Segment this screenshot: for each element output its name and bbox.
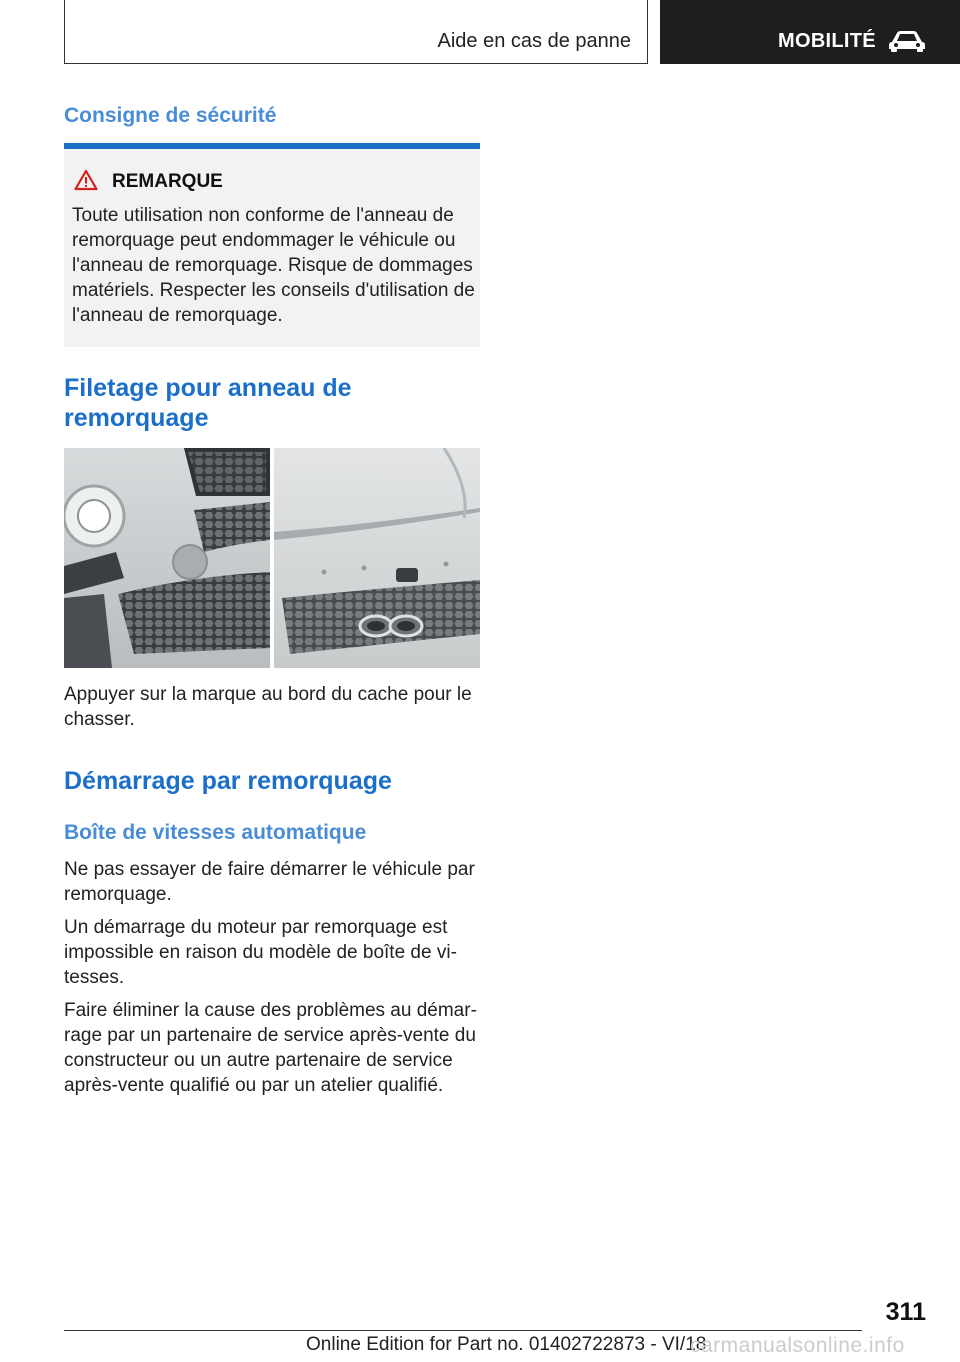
car-icon — [888, 30, 926, 52]
footer-rule — [64, 1330, 862, 1331]
section-title: Aide en cas de panne — [437, 30, 631, 52]
chapter-title: MOBILITÉ — [778, 30, 876, 52]
edition-text: Online Edition for Part no. 01402722873 - VI/18 — [306, 1334, 707, 1355]
tow-start-heading: Démarrage par remorquage — [64, 767, 392, 795]
header-chapter-tab[interactable] — [660, 0, 960, 64]
header-section-box — [64, 0, 648, 64]
thread-caption: Appuyer sur la marque au bord du cache pour le chasser. — [64, 684, 472, 730]
bumper-photo — [64, 448, 480, 668]
safety-heading: Consigne de sécurité — [64, 104, 277, 127]
page-number: 311 — [885, 1298, 926, 1326]
notice-label: REMARQUE — [112, 171, 223, 192]
paragraph: Un démarrage du moteur par remorquage est impossible en raison du modèle de boîte de vitesses. — [64, 917, 457, 988]
watermark: carmanualsonline.info — [690, 1334, 905, 1357]
notice-text: Toute utilisation non conforme de l'anneau de remorquage peut endommager le véhicule ou l'anneau de remorquage. Risque de dommages matériels. Respecter les conseils d'utilisation de l'anneau de remorquage. — [72, 205, 475, 326]
thread-heading: Filetage pour anneau de remorquage — [64, 374, 352, 432]
paragraph: Faire éliminer la cause des problèmes au démarrage par un partenaire de service après-vente du constructeur ou un autre partenaire de service après-vente qualifié ou par un atelier qualifié. — [64, 1000, 477, 1096]
warning-triangle-icon — [74, 169, 98, 191]
gearbox-subheading: Boîte de vitesses automatique — [64, 821, 367, 844]
notice-box — [64, 149, 480, 347]
paragraph: Ne pas essayer de faire démarrer le véhicule par remorquage. — [64, 859, 475, 905]
